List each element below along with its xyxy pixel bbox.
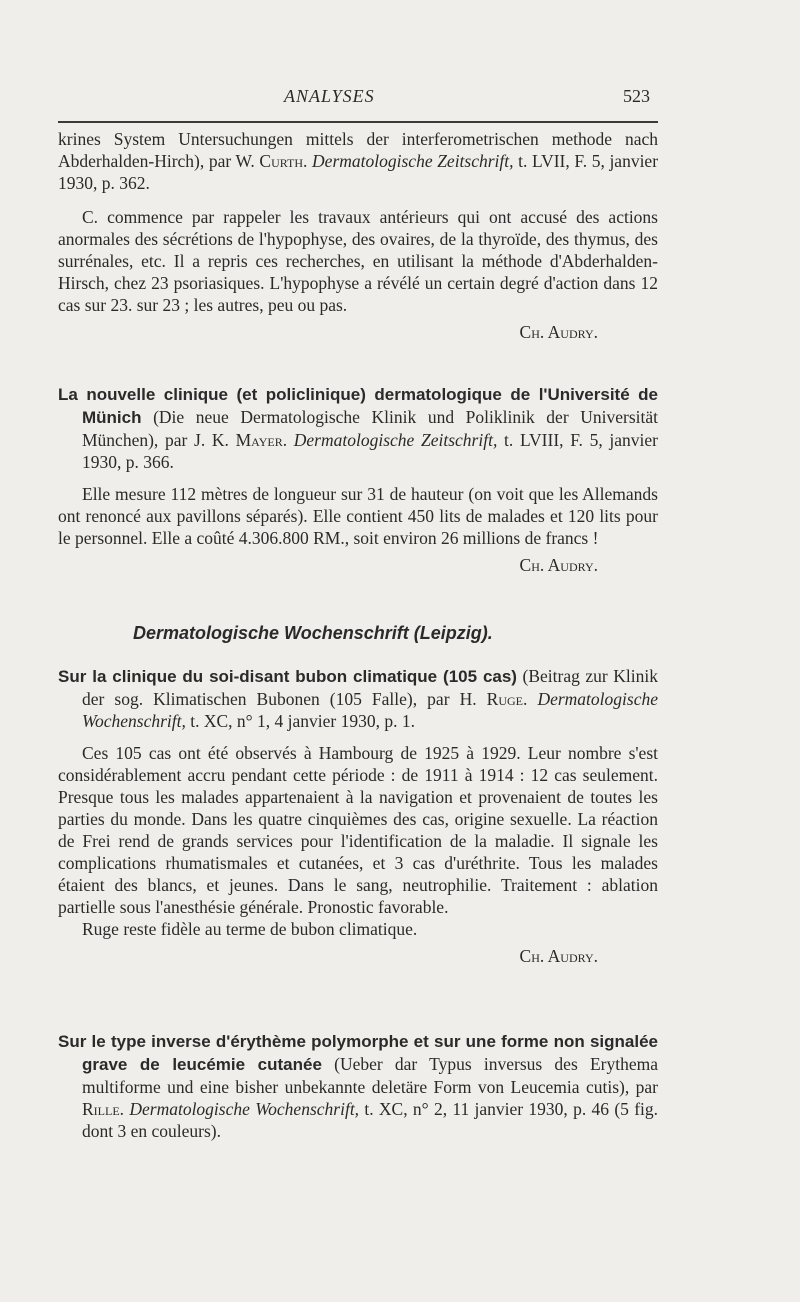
article-journal: Dermatologische Wochenschrift, [129,1099,360,1119]
running-head: ANALYSES [284,86,375,106]
article-author: Rille. [82,1099,125,1119]
continuation-block [58,128,658,343]
article-author: Ruge. [486,689,528,709]
reference-journal: Dermatologische Zeitschrift, [312,151,514,171]
reference-text: krines System Untersuchungen mittels der interferometrischen methode nach Abderhalden-Hirch), par W. [58,129,658,171]
reference-author: Curth. [259,151,308,171]
page-header [284,86,650,114]
article-title: La nouvelle clinique (et policlinique) dermatologique de l'Université de Münich [58,385,658,427]
continuation-signature: Ch. Audry. [519,322,598,342]
article-summary-conclusion: Ruge reste fidèle au terme de bubon climatique. [82,919,418,939]
continuation-reference [58,128,658,194]
article-summary: Ces 105 cas ont été observés à Hambourg de 1925 à 1929. Leur nombre s'est considérablement accru pendant cette période : de 1911 à 1914 : 12 cas seulement. Presque tous les malades appartenaient à la navigation et provenaient de toutes les parties du monde. Dans les quatre cinquièmes des cas, origine sexuelle. La réaction de Frei rend de grands services pour l'identification de la maladie. Il signale les complications rhumatismales et cutanées, et 3 cas d'uréthrite. Tous les malades étaient des blancs, et jeunes. Dans le sang, neutrophilie. Traitement : ablation partielle sous l'anesthésie générale. Pronostic favorable. [58,743,658,917]
article-signature: Ch. Audry. [519,946,598,966]
article-subtitle: (Ueber dar Typus inversus des Erythema multiforme und eine bisher unbekannte deletäre Form von Leucemia cutis), par [82,1054,659,1097]
article-details: t. XC, n° 2, 11 janvier 1930, p. 46 (5 fig. dont 3 en couleurs). [82,1099,659,1141]
article-reference [58,383,658,473]
article-details: t. LVIII, F. 5, janvier 1930, p. 366. [82,430,658,472]
article-author: Mayer. [235,430,288,450]
article-signature: Ch. Audry. [519,555,598,575]
article-journal: Dermatologische Zeitschrift, [293,430,498,450]
journal-section [58,622,658,644]
reference-details: t. LVII, F. 5, janvier 1930, p. 362. [58,151,659,193]
article-title: Sur le type inverse d'érythème polymorphe et sur une forme non signalée grave de leucémie cutanée [58,1032,658,1074]
article-erythema [58,1030,658,1142]
article-climatic-bubo [58,665,658,967]
article-journal: Dermatologische Wochenschrift, [82,689,658,731]
article-reference [58,1030,658,1142]
article-subtitle: (Beitrag zur Klinik der sog. Klimatischen Bubonen (105 Falle), par H. [82,666,659,709]
article-subtitle: (Die neue Dermatologische Klinik und Poliklinik der Universität München), par J. K. [82,407,659,450]
article-munich-clinic [58,383,658,576]
article-summary: Elle mesure 112 mètres de longueur sur 31 de hauteur (on voit que les Allemands ont renoncé aux pavillons séparés). Elle contient 450 lits de malades et 120 lits pour le personnel. Elle a coûté 4.306.800 RM., soit environ 26 millions de francs ! [58,484,658,548]
article-details: t. XC, n° 1, 4 janvier 1930, p. 1. [190,711,415,731]
article-reference [58,665,658,732]
page-number: 523 [623,86,650,106]
journal-heading: Dermatologische Wochenschrift (Leipzig). [133,623,493,643]
continuation-summary: C. commence par rappeler les travaux antérieurs qui ont accusé des actions anormales des sécrétions de l'hypophyse, des ovaires, de la thyroïde, des thymus, des surrénales, etc. Il a repris ces recherches, en utilisant la méthode d'Abderhalden-Hirsch, chez 23 psoriasiques. L'hypophyse a révélé un certain degré d'action dans 12 cas sur 23. sur 23 ; les autres, peu ou pas. [58,207,658,315]
article-title: Sur la clinique du soi-disant bubon climatique (105 cas) [58,667,517,686]
header-rule [58,121,658,123]
